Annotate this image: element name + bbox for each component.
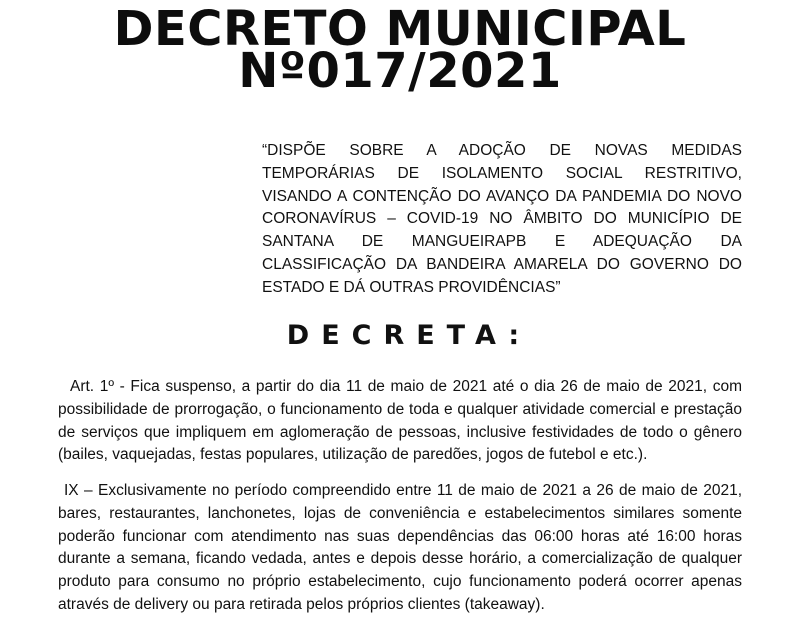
article-1: Art. 1º - Fica suspenso, a partir do dia 11 de maio de 2021 até o dia 26 de maio de 2021, com possibilidade de prorrogação, o funcionamento de toda e qualquer atividade comercial e prestação de serviços que impliquem em aglomeração de pessoas, inclusive festividades de todo o gênero (bailes, vaquejadas, festas populares, utilização de paredões, jogos de futebol e etc.). (58, 378, 742, 464)
decree-number: Nº017/2021 (238, 43, 562, 99)
decreta-heading: DECRETA: (286, 320, 532, 351)
item-ix: IX – Exclusivamente no período compreendido entre 11 de maio de 2021 a 26 de maio de 2021, bares, restaurantes, lanchonetes, lojas de conveniência e estabelecimentos similares somente poderão funcionar com atendimento nas suas dependências das 06:00 horas até 16:00 horas durante a semana, ficando vedada, antes e depois desse horário, a comercialização de qualquer produto para consumo no próprio estabelecimento, cujo funcionamento poderá ocorrer apenas através de delivery ou para retirada pelos próprios clientes (takeaway). (58, 482, 742, 613)
decree-title: DECRETO MUNICIPAL (113, 1, 687, 57)
decree-summary: “DISPÕE SOBRE A ADOÇÃO DE NOVAS MEDIDAS TEMPORÁRIAS DE ISOLAMENTO SOCIAL RESTRITIVO, VISANDO A CONTENÇÃO DO AVANÇO DA PANDEMIA DO NOVO CORONAVÍRUS – COVID-19 NO ÂMBITO DO MUNICÍPIO DE SANTANA DE MANGUEIRAPB E ADEQUAÇÃO DA CLASSIFICAÇÃO DA BANDEIRA AMARELA DO GOVERNO DO ESTADO E DÁ OUTRAS PROVIDÊNCIAS” (262, 142, 742, 296)
